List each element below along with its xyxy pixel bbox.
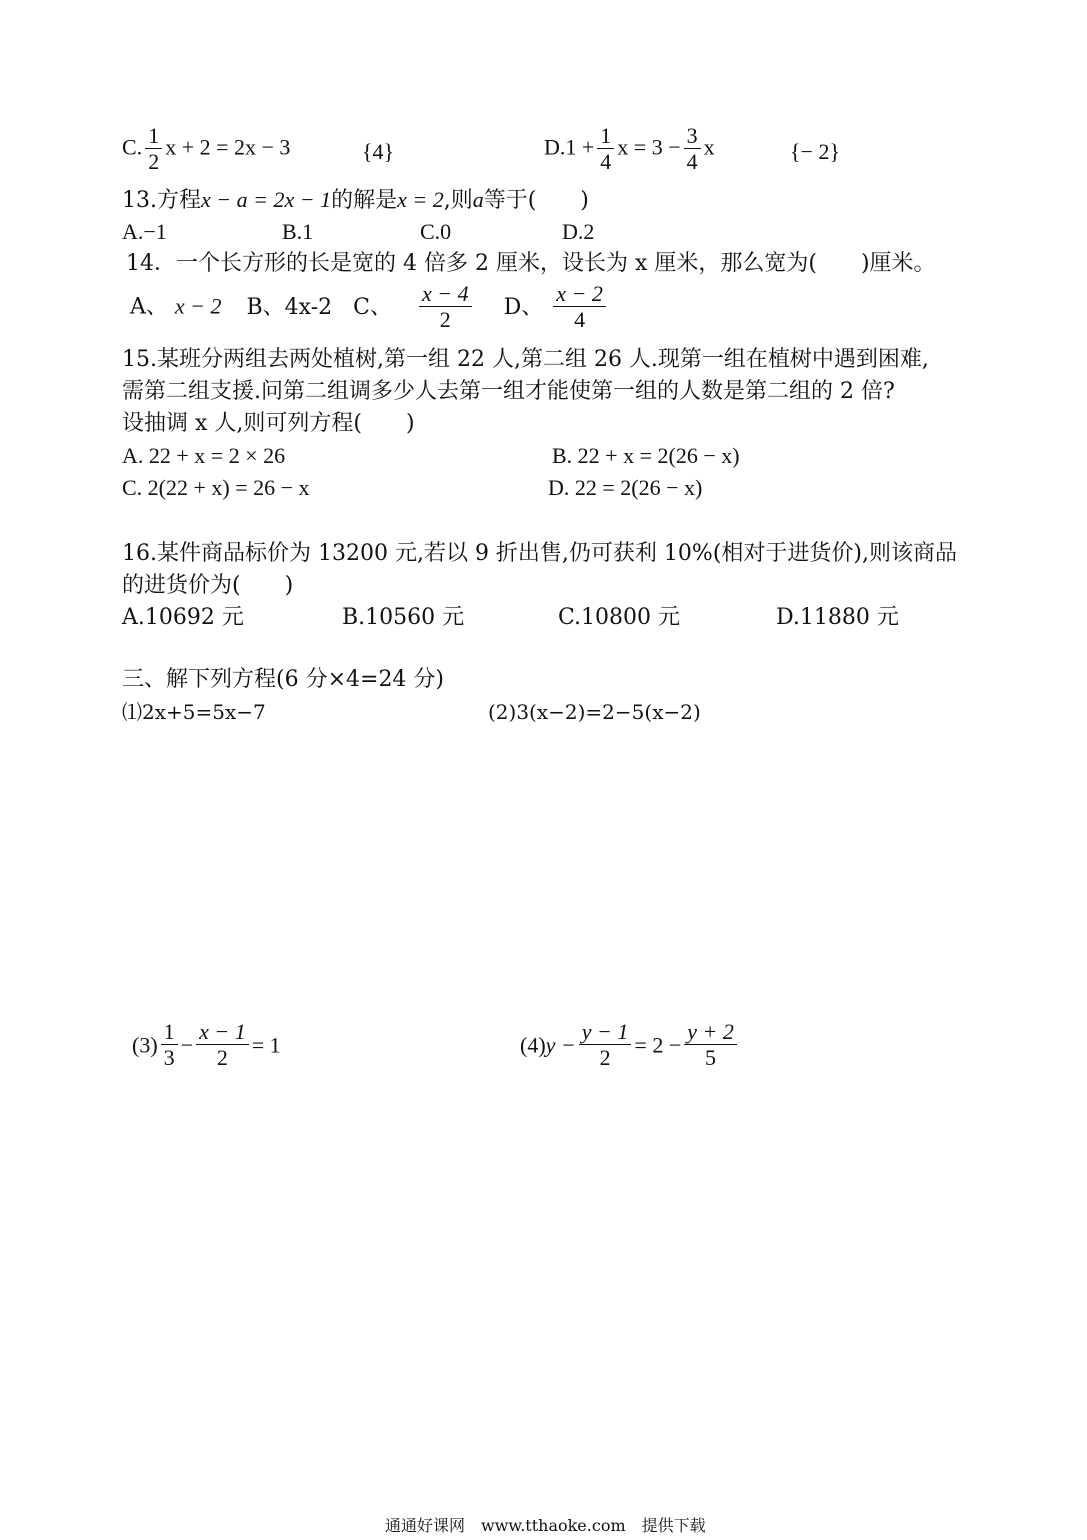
section3-heading: 三、解下列方程(6 分×4=24 分) [122,667,445,692]
q14-stem: 14．一个长方形的长是宽的 4 倍多 2 厘米，设长为 x 厘米，那么宽为( )厘米。 [126,251,936,276]
q15-option-d: D. 22 = 2(26 − x) [548,475,703,500]
problem-4-fraction-1: $\frac{y - 1}{2}$ [579,1020,632,1071]
q16-line2: 的进货价为( ) [122,573,294,598]
problem-3-fraction-2: $\frac{x - 1}{2}$ [196,1020,249,1071]
q15-option-a: A. 22 + x = 2 × 26 [122,443,286,468]
q15-line1: 15.某班分两组去两处植树,第一组 22 人,第二组 26 人.现第一组在植树中遇到困难, [122,347,929,372]
q16-option-b: B.10560 元 [342,605,465,630]
q12-option-d-answer: {− 2} [790,139,841,164]
problem-4: (4)y − $\frac{y - 1}{2}$ = 2 − $\frac{y + 2}{5}$ [520,1020,740,1071]
footer-credit: 通通好课网 www.tthaoke.com 提供下载 [385,1516,706,1535]
q15-option-c: C. 2(22 + x) = 26 − x [122,475,310,500]
q15-line2: 需第二组支援.问第二组调多少人去第一组才能使第一组的人数是第二组的 2 倍? [122,379,895,404]
fraction-three-quarters: $\frac{3}{4}$ [684,124,701,175]
q16-option-a: A.10692 元 [122,605,244,630]
problem-3-fraction-1: $\frac{1}{3}$ [161,1020,178,1071]
q15-option-b: B. 22 + x = 2(26 − x) [552,443,740,468]
q16-option-d: D.11880 元 [776,605,899,630]
q12-option-c-answer: {4} [362,139,395,164]
q14-fraction-c: $\frac{x - 4}{2}$ [419,282,472,333]
q14-fraction-d: $\frac{x - 2}{4}$ [553,282,606,333]
problem-2: (2)3(x−2)=2−5(x−2) [488,700,701,724]
q15-line3: 设抽调 x 人,则可列方程( ) [122,411,415,436]
fraction-quarter: $\frac{1}{4}$ [597,124,614,175]
q13-stem: 13.方程x − a = 2x − 1的解是x = 2,则a等于( ) [122,187,589,213]
q13-option-a: A.−1 [122,219,167,244]
fraction-half: $\frac{1}{2}$ [145,124,162,175]
q13-option-b: B.1 [282,219,314,244]
q14-options: A、 x − 2 B、4x-2 C、 $\frac{x - 4}{2}$ D、 $\frac{x - 2}{4}$ [130,282,609,333]
q13-option-c: C.0 [420,219,452,244]
problem-3: (3) $\frac{1}{3}$ − $\frac{x - 1}{2}$ = 1 [132,1019,281,1070]
q12-option-d: D.1 + $\frac{1}{4}$ x = 3 − $\frac{3}{4}$ x [544,123,715,174]
problem-4-fraction-2: $\frac{y + 2}{5}$ [684,1020,737,1071]
q16-option-c: C.10800 元 [558,605,681,630]
q13-option-d: D.2 [562,219,595,244]
problem-1: ⑴2x+5=5x−7 [122,700,266,724]
q12-option-c: C. $\frac{1}{2}$ x + 2 = 2x − 3 [122,123,291,174]
q16-line1: 16.某件商品标价为 13200 元,若以 9 折出售,仍可获利 10%(相对于进货价),则该商品 [122,541,957,566]
